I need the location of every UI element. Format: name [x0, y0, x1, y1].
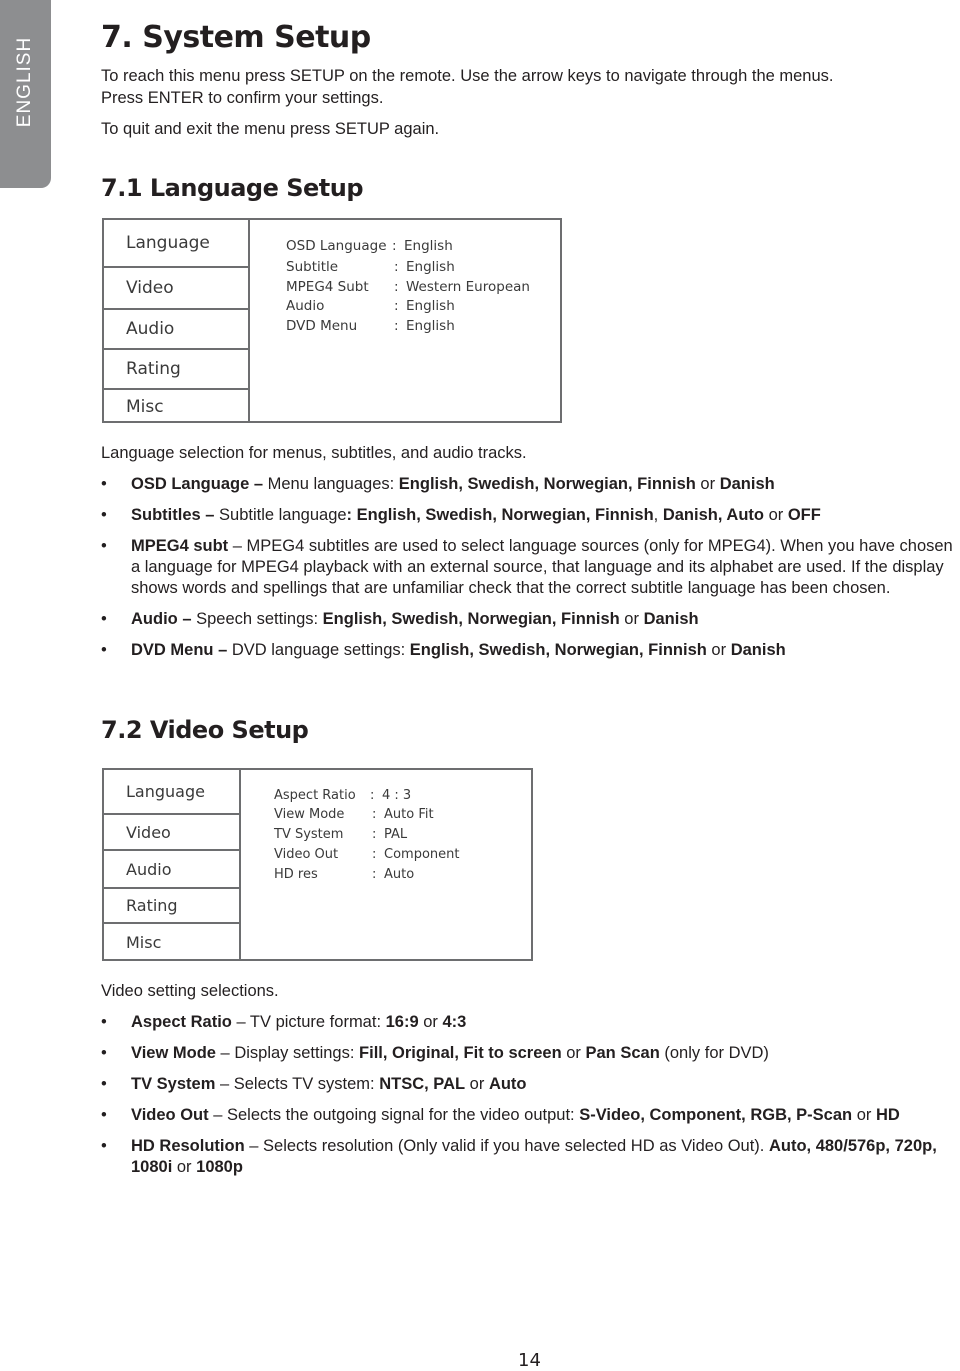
bullet-term: HD Resolution — [131, 1137, 245, 1155]
setting-value: 4 : 3 — [382, 788, 412, 803]
bullet-text: DVD language settings: — [227, 641, 410, 659]
setting-label: Audio — [286, 298, 325, 314]
setting-value: English — [406, 298, 455, 314]
bullet-tv-system — [101, 1074, 959, 1095]
bullet-last: Pan Scan — [585, 1044, 660, 1062]
intro-line-1: To reach this menu press SETUP on the remote. Use the arrow keys to navigate through the menus. — [101, 67, 834, 85]
bullet-text: – TV picture format: — [231, 1013, 386, 1031]
menu-item-language[interactable]: Language — [104, 220, 250, 268]
setting-separator: : — [372, 867, 377, 882]
bullet-aspect-ratio — [101, 1012, 959, 1033]
setting-label: TV System — [274, 827, 344, 842]
language-setup-heading: 7.1 Language Setup — [101, 174, 364, 202]
setting-value: Western European — [406, 279, 530, 295]
setting-value: English — [406, 259, 455, 275]
bullet-text: Speech settings: — [191, 610, 323, 628]
bullet-or: or — [418, 1013, 443, 1031]
bullet-or: or — [619, 610, 644, 628]
bullet-term: Subtitles – — [131, 506, 215, 524]
bullet-or: or — [695, 475, 720, 493]
bullet-options: English, Swedish, Norwegian, Finnish — [322, 610, 620, 628]
bullet-term: Audio – — [131, 610, 192, 628]
bullet-or: or — [763, 506, 788, 524]
language-setup-menu-screen — [102, 218, 562, 423]
bullet-dvd-menu — [101, 640, 959, 661]
menu-item-audio[interactable]: Audio — [104, 851, 241, 889]
language-caption: Language selection for menus, subtitles, and audio tracks. — [101, 444, 527, 462]
bullet-audio — [101, 609, 959, 630]
bullet-options: : English, Swedish, Norwegian, Finnish — [346, 506, 654, 524]
bullet-last: OFF — [787, 506, 821, 524]
menu-item-video[interactable]: Video — [104, 815, 241, 851]
bullet-text: – Selects the outgoing signal for the video output: — [208, 1106, 580, 1124]
bullet-text: Subtitle language — [214, 506, 347, 524]
menu-item-rating[interactable]: Rating — [104, 889, 241, 924]
bullet-mpeg4-subt — [101, 536, 959, 599]
video-setup-menu-screen — [102, 768, 533, 961]
language-side-tab — [0, 0, 51, 188]
setting-separator: : — [370, 788, 375, 803]
bullet-or: or — [465, 1075, 489, 1093]
bullet-options: Auto, 480/576p, 720p, 1080i — [131, 1137, 937, 1176]
setting-label: View Mode — [274, 807, 345, 822]
setting-value: English — [404, 238, 453, 254]
bullet-term: View Mode — [131, 1044, 216, 1062]
bullet-term: Video Out — [131, 1106, 209, 1124]
bullet-text: Menu languages: — [263, 475, 399, 493]
bullet-options: English, Swedish, Norwegian, Finnish — [409, 641, 707, 659]
setting-label: DVD Menu — [286, 318, 358, 334]
bullet-last: Danish — [643, 610, 699, 628]
side-tab-label: ENGLISH — [14, 36, 35, 128]
setting-value: Auto Fit — [384, 807, 434, 822]
bullet-video-out — [101, 1105, 959, 1126]
bullet-term: DVD Menu – — [131, 641, 228, 659]
bullet-last: Auto — [488, 1075, 527, 1093]
bullet-term: OSD Language – — [131, 475, 264, 493]
menu-item-misc[interactable]: Misc — [104, 390, 250, 423]
setting-value: English — [406, 318, 455, 334]
setting-separator: : — [372, 807, 377, 822]
bullet-options: NTSC, PAL — [379, 1075, 466, 1093]
setting-label: Aspect Ratio — [274, 788, 356, 803]
language-bullet-list — [101, 474, 959, 661]
bullet-options: 16:9 — [385, 1013, 419, 1031]
menu-item-misc[interactable]: Misc — [104, 924, 241, 961]
menu-item-audio[interactable]: Audio — [104, 310, 250, 350]
bullet-options: Fill, Original, Fit to screen — [359, 1044, 562, 1062]
bullet-last: 1080p — [196, 1158, 243, 1176]
setting-separator: : — [372, 827, 377, 842]
setting-separator: : — [394, 298, 399, 314]
setting-separator: : — [394, 259, 399, 275]
setting-value: Auto — [384, 867, 415, 882]
bullet-extra: Danish, Auto — [662, 506, 764, 524]
video-caption: Video setting selections. — [101, 982, 279, 1000]
setting-label: MPEG4 Subt — [286, 279, 369, 295]
bullet-text: – Display settings: — [215, 1044, 360, 1062]
bullet-hd-resolution — [101, 1136, 959, 1178]
bullet-mid: , — [653, 506, 663, 524]
bullet-term: MPEG4 subt — [131, 537, 229, 555]
setting-label: OSD Language — [286, 238, 387, 254]
bullet-subtitles — [101, 505, 959, 526]
bullet-options: English, Swedish, Norwegian, Finnish — [398, 475, 696, 493]
setting-value: PAL — [384, 827, 408, 842]
menu-item-video[interactable]: Video — [104, 268, 250, 310]
menu-item-language[interactable]: Language — [104, 770, 241, 815]
page-number: 14 — [518, 1350, 541, 1371]
bullet-or: or — [852, 1106, 876, 1124]
setting-separator: : — [394, 279, 399, 295]
bullet-view-mode — [101, 1043, 959, 1064]
setting-label: Subtitle — [286, 259, 339, 275]
bullet-osd-language — [101, 474, 959, 495]
bullet-last: Danish — [730, 641, 786, 659]
bullet-text: – Selects resolution (Only valid if you have selected HD as Video Out). — [244, 1137, 769, 1155]
bullet-text: – Selects TV system: — [215, 1075, 380, 1093]
setting-separator: : — [394, 318, 399, 334]
setting-label: HD res — [274, 867, 318, 882]
setting-separator: : — [392, 238, 397, 254]
setting-separator: : — [372, 847, 377, 862]
bullet-text: – MPEG4 subtitles are used to select language sources (only for MPEG4). When you have chosen a language for MPEG4 playback with an external source, that language and its alphabet are used. If the display shows words and spellings that are unfamiliar check that the correct subtitle language has been chosen. — [131, 537, 953, 597]
video-bullet-list — [101, 1012, 959, 1178]
bullet-options: S-Video, Component, RGB, P-Scan — [579, 1106, 853, 1124]
setting-label: Video Out — [274, 847, 339, 862]
intro-line-3: To quit and exit the menu press SETUP again. — [101, 120, 440, 138]
bullet-last: HD — [875, 1106, 900, 1124]
bullet-or: or — [706, 641, 731, 659]
intro-line-2: Press ENTER to confirm your settings. — [101, 89, 384, 107]
bullet-term: TV System — [131, 1075, 216, 1093]
bullet-or: or — [172, 1158, 197, 1176]
bullet-term: Aspect Ratio — [131, 1013, 232, 1031]
bullet-tail: (only for DVD) — [659, 1044, 769, 1062]
menu-item-rating[interactable]: Rating — [104, 350, 250, 390]
page-title: 7. System Setup — [101, 20, 371, 55]
setting-value: Component — [384, 847, 460, 862]
bullet-or: or — [561, 1044, 586, 1062]
bullet-last: 4:3 — [442, 1013, 467, 1031]
video-setup-heading: 7.2 Video Setup — [101, 716, 309, 744]
bullet-last: Danish — [719, 475, 775, 493]
